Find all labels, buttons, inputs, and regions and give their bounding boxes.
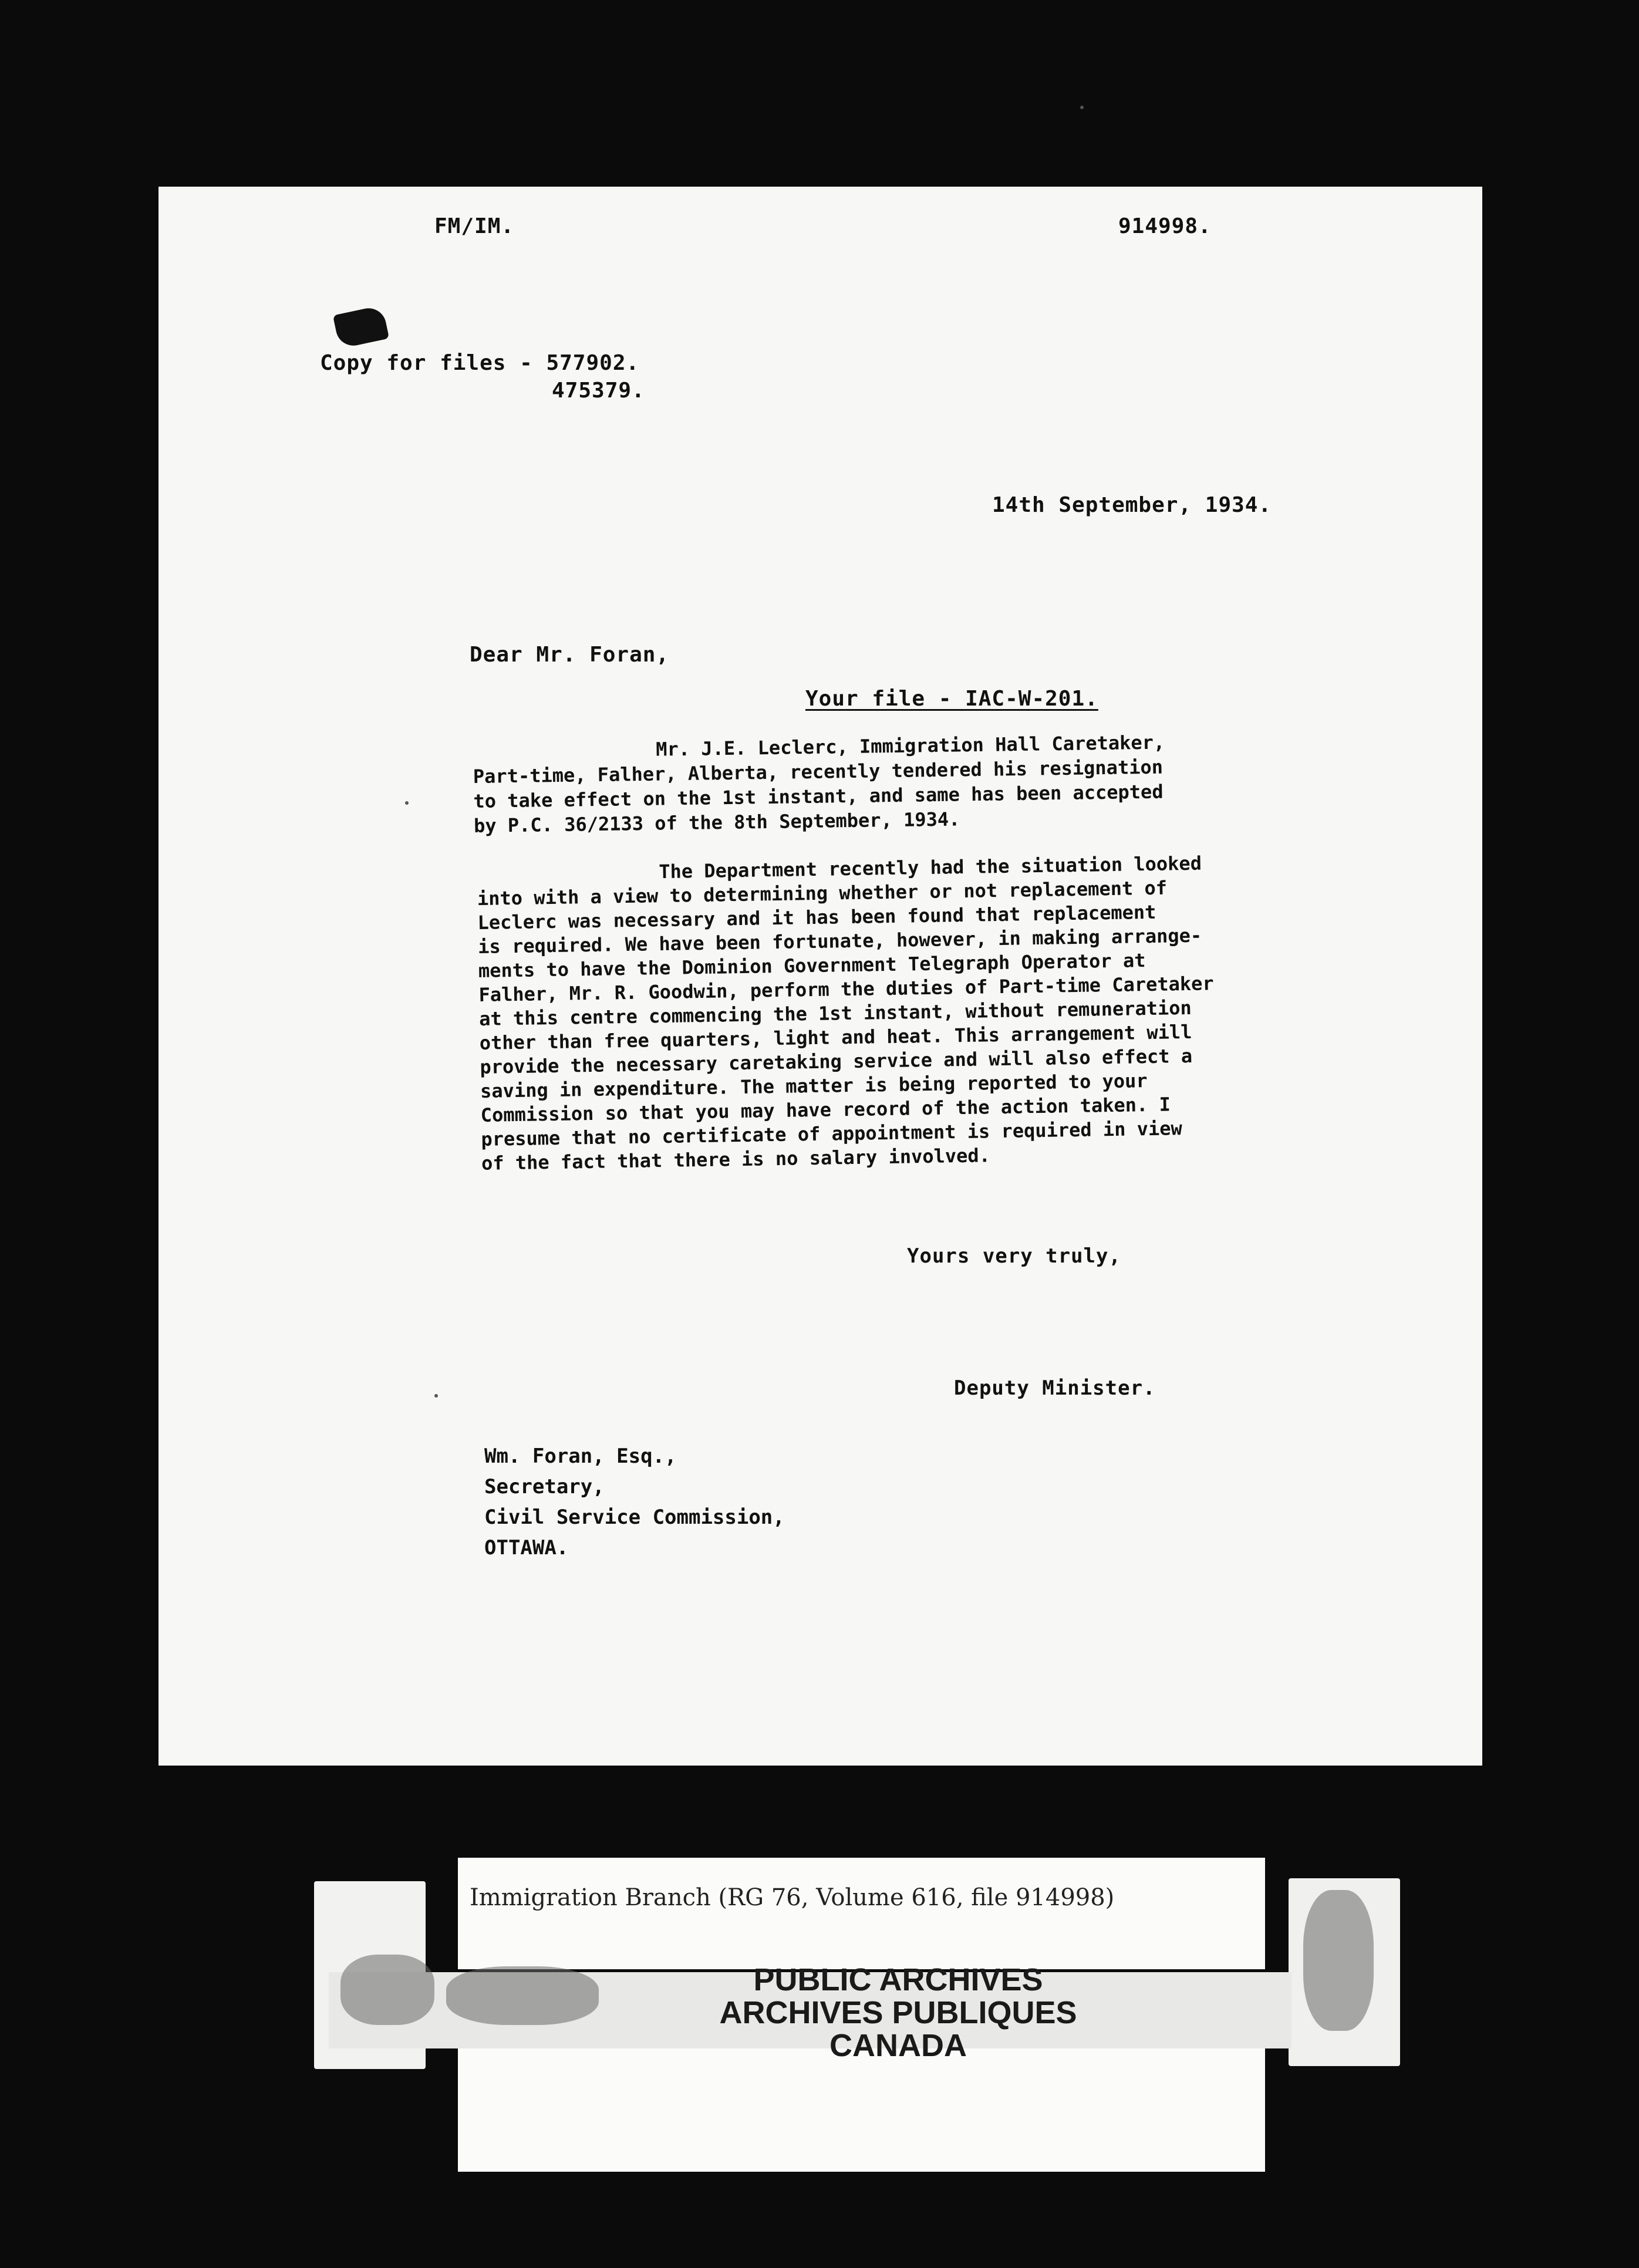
stamp-line: PUBLIC ARCHIVES: [753, 1962, 1043, 1997]
paragraph-2: [477, 851, 1216, 1176]
paragraph-2-line: Commission so that you may have record of the action taken. I: [480, 1093, 1171, 1126]
letter-initials: FM/IM.: [434, 214, 515, 238]
paper-speck: [434, 1394, 438, 1398]
copy-for-files: Copy for files - 577902.: [320, 351, 640, 375]
address-line: Secretary,: [484, 1475, 605, 1499]
paragraph-2-line: saving in expenditure. The matter is being reported to your: [480, 1069, 1148, 1102]
address-line: Wm. Foran, Esq.,: [484, 1445, 677, 1468]
paragraph-2-line: Leclerc was necessary and it has been found that replacement: [477, 900, 1156, 934]
paragraph-1-line: Part-time, Falher, Alberta, recently tendered his resignation: [473, 755, 1164, 788]
tape-smudge: [340, 1955, 434, 2025]
archive-caption: Immigration Branch (RG 76, Volume 616, file 914998): [470, 1884, 1115, 1911]
tape-smudge: [446, 1966, 599, 2025]
paragraph-1-line: to take effect on the 1st instant, and same has been accepted: [473, 780, 1164, 812]
paragraph-1-line: Mr. J.E. Leclerc, Immigration Hall Caretaker,: [655, 731, 1165, 761]
label-card-top: [458, 1858, 1265, 1969]
tape-smudge: [1303, 1890, 1374, 2031]
paragraph-2-line: into with a view to determining whether or not replacement of: [477, 876, 1168, 910]
address-line: OTTAWA.: [484, 1536, 569, 1560]
paragraph-2-line: provide the necessary caretaking service and will also effect a: [480, 1044, 1193, 1078]
stamp-line: ARCHIVES PUBLIQUES: [719, 1995, 1077, 2030]
paper-speck: [1080, 106, 1084, 109]
recipient-address: [484, 1441, 785, 1563]
letter-date: 14th September, 1934.: [992, 493, 1272, 517]
paragraph-2-line: The Department recently had the situation looked: [658, 852, 1202, 883]
address-line: Civil Service Commission,: [484, 1506, 785, 1529]
paragraph-2-line: other than free quarters, light and heat. This arrangement will: [479, 1020, 1192, 1054]
paper-speck: [405, 801, 409, 805]
paragraph-2-line: is required. We have been fortunate, however, in making arrange-: [477, 924, 1202, 958]
label-card-bottom: [458, 2048, 1265, 2172]
paragraph-2-line: ments to have the Dominion Government Telegraph Operator at: [478, 949, 1146, 982]
paragraph-2-line: presume that no certificate of appointment is required in view: [481, 1117, 1183, 1150]
paragraph-1-line: by P.C. 36/2133 of the 8th September, 1934.: [473, 808, 960, 837]
closing: Yours very truly,: [907, 1244, 1121, 1268]
stamp-line: CANADA: [829, 2028, 967, 2063]
subject-line: Your file - IAC-W-201.: [805, 687, 1098, 711]
file-number: 914998.: [1118, 214, 1212, 238]
paragraph-1: [473, 730, 1166, 838]
copy-file-2: 475379.: [552, 379, 645, 403]
signature-title: Deputy Minister.: [954, 1376, 1156, 1400]
paragraph-2-line: of the fact that there is no salary involved.: [481, 1144, 991, 1174]
paragraph-2-line: Falher, Mr. R. Goodwin, perform the duties of Part-time Caretaker: [478, 972, 1214, 1006]
paragraph-2-line: at this centre commencing the 1st instant, without remuneration: [478, 996, 1192, 1030]
archive-stamp: [634, 1963, 1162, 2062]
salutation: Dear Mr. Foran,: [470, 643, 670, 667]
